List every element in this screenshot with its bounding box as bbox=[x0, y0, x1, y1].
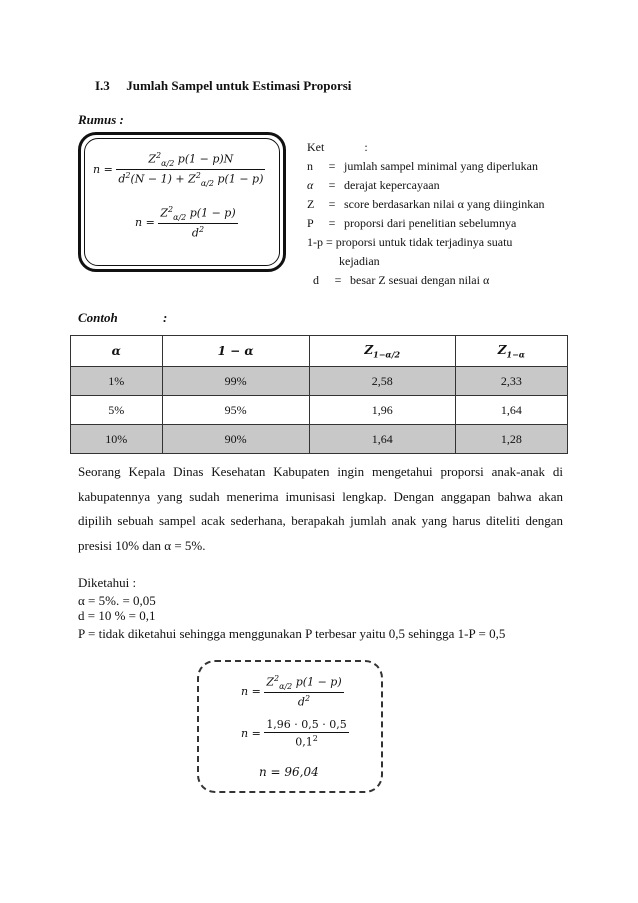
ket-description: derajat kepercayaan bbox=[344, 178, 440, 192]
table-cell: 1,64 bbox=[455, 396, 567, 425]
given-d: d = 10 % = 0,1 bbox=[78, 608, 156, 623]
ket-symbol: 1-p bbox=[307, 235, 323, 249]
table-row bbox=[71, 367, 568, 396]
contoh-colon: : bbox=[163, 310, 168, 325]
ket-symbol: P bbox=[307, 216, 314, 230]
formula-main: n = $\frac{Z^2_{\alpha/2} p(1 - p)N}{d^2(N - 1) + Z^2_{\alpha/2} p(1 - p)}$ bbox=[93, 151, 264, 188]
table-cell: 99% bbox=[162, 367, 309, 396]
ket-row bbox=[307, 233, 545, 252]
table-cell: 1,28 bbox=[455, 425, 567, 454]
table-row bbox=[71, 425, 568, 454]
table-cell: 5% bbox=[71, 396, 163, 425]
calc-result: n = 96,04 bbox=[259, 765, 319, 779]
ket-equals: = bbox=[328, 216, 336, 230]
calc-substitution-fraction: $\frac{1,96 \cdot 0,5 \cdot 0,5}{0,1^2}$ bbox=[266, 718, 347, 749]
ket-symbol: Z bbox=[307, 197, 315, 211]
rumus-label: Rumus : bbox=[78, 112, 124, 127]
calc-formula-fraction: $\frac{Z^2_{\alpha/2} p(1 - p)}{d^2}$ bbox=[266, 674, 342, 709]
ket-row bbox=[307, 157, 545, 176]
table-cell: 1,96 bbox=[309, 396, 455, 425]
table-cell: 95% bbox=[162, 396, 309, 425]
problem-paragraph: Seorang Kepala Dinas Kesehatan Kabupaten ingin mengetahui proporsi anak-anak di kabupatennya yang sudah menerima imunisasi lengkap. Dengan anggapan bahwa akan dipilih sebuah sampel acak sederhana, berapakah jumlah anak yang harus diteliti dengan presisi 10% dan α = 5%. bbox=[78, 464, 563, 554]
table-header-row bbox=[71, 336, 568, 367]
table-cell: 2,58 bbox=[309, 367, 455, 396]
ket-row bbox=[307, 214, 545, 233]
section-heading bbox=[95, 78, 351, 94]
given-alpha: α = 5%. = 0,05 bbox=[78, 593, 156, 608]
ket-equals: = bbox=[334, 273, 342, 287]
ket-description: jumlah sampel minimal yang diperlukan bbox=[344, 159, 538, 173]
calculation-box bbox=[197, 660, 383, 793]
ket-description: proporsi untuk tidak terjadinya suatu bbox=[335, 235, 513, 249]
section-number: I.3 bbox=[95, 78, 110, 93]
ket-equals: = bbox=[328, 178, 336, 192]
ket-equals: = bbox=[328, 159, 336, 173]
ket-equals: = bbox=[326, 235, 333, 249]
table-cell: 1% bbox=[71, 367, 163, 396]
diketahui-label: Diketahui : bbox=[78, 575, 137, 590]
table-header-z: $Z_{1-\alpha}$ bbox=[455, 336, 567, 367]
calc-substitution-numerator: 1,96 · 0,5 · 0,5 bbox=[266, 718, 347, 731]
ket-row bbox=[307, 176, 545, 195]
ket-colon: : bbox=[364, 140, 368, 154]
ket-description: besar Z sesuai dengan nilai α bbox=[350, 273, 490, 287]
z-score-table bbox=[70, 335, 568, 454]
formula-main-fraction: $\frac{Z^2_{\alpha/2} p(1 - p)N}{d^2(N - 1) + Z^2_{\alpha/2} p(1 - p)}$ bbox=[118, 151, 264, 188]
ket-symbol: α bbox=[307, 178, 314, 192]
ket-legend bbox=[307, 138, 545, 290]
calc-substitution: n = $\frac{1,96 \cdot 0,5 \cdot 0,5}{0,1^2}$ bbox=[241, 718, 347, 749]
given-p: P = tidak diketahui sehingga menggunakan P terbesar yaitu 0,5 sehingga 1-P = 0,5 bbox=[78, 626, 506, 641]
ket-row bbox=[307, 195, 545, 214]
formula-simple-fraction: $\frac{Z^2_{\alpha/2} p(1 - p)}{d^2}$ bbox=[160, 205, 236, 240]
ket-description: kejadian bbox=[339, 254, 380, 268]
ket-title: Ket bbox=[307, 140, 325, 154]
ket-description: proporsi dari penelitian sebelumnya bbox=[344, 216, 517, 230]
table-row bbox=[71, 396, 568, 425]
contoh-label: Contoh bbox=[78, 310, 118, 325]
table-cell: 2,33 bbox=[455, 367, 567, 396]
table-cell: 90% bbox=[162, 425, 309, 454]
table-header-z-half: $Z_{1-\alpha/2}$ bbox=[309, 336, 455, 367]
formula-simple: n = $\frac{Z^2_{\alpha/2} p(1 - p)}{d^2}$ bbox=[135, 205, 236, 240]
table-header-one-minus-alpha: 1 − α bbox=[162, 336, 309, 367]
calc-formula: n = $\frac{Z^2_{\alpha/2} p(1 - p)}{d^2}$ bbox=[241, 674, 342, 709]
formula-box bbox=[78, 132, 286, 272]
table-cell: 10% bbox=[71, 425, 163, 454]
ket-symbol: n bbox=[307, 159, 313, 173]
ket-row bbox=[307, 271, 545, 290]
table-header-alpha: α bbox=[71, 336, 163, 367]
table-cell: 1,64 bbox=[309, 425, 455, 454]
ket-title-row bbox=[307, 138, 545, 157]
section-title: Jumlah Sampel untuk Estimasi Proporsi bbox=[126, 78, 352, 93]
ket-row-continuation bbox=[307, 252, 545, 271]
ket-equals: = bbox=[328, 197, 336, 211]
ket-symbol: d bbox=[313, 273, 319, 287]
ket-description: score berdasarkan nilai α yang diinginkan bbox=[344, 197, 545, 211]
